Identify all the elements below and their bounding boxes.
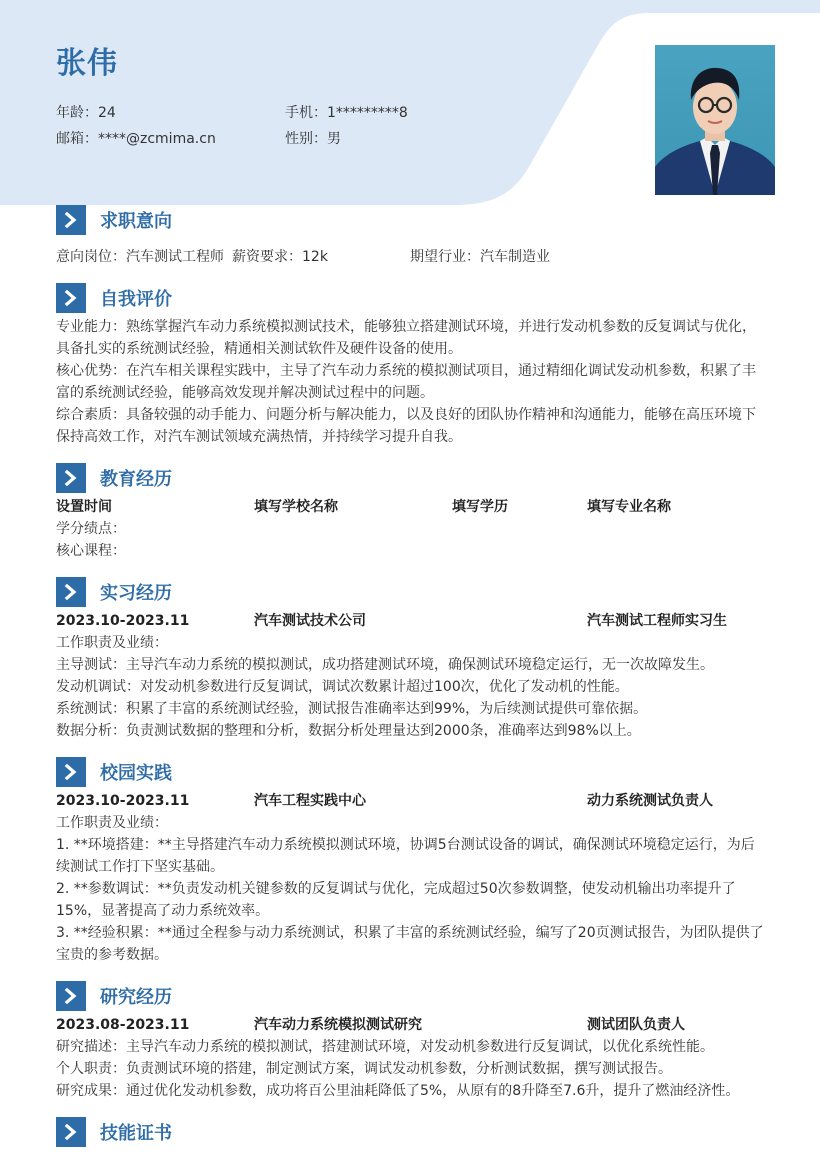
section-research xyxy=(56,981,766,1102)
internship-line: 数据分析：负责测试数据的整理和分析，数据分析处理量达到2000条，准确率达到98%以上。 xyxy=(56,723,641,739)
education-degree: 填写学历 xyxy=(452,499,508,515)
research-line: 研究成果：通过优化发动机参数，成功将百公里油耗降低了5%，从原有的8升降至7.6升，提升了燃油经济性。 xyxy=(56,1083,740,1099)
section-job-intent xyxy=(56,205,766,268)
self-eval-paragraph: 核心优势：在汽车相关课程实践中，主导了汽车动力系统的模拟测试项目，通过精细化调试发动机参数，积累了丰富的系统测试经验，能够高效发现并解决测试过程中的问题。 xyxy=(56,363,756,401)
section-title: 技能证书 xyxy=(100,1123,172,1144)
resume-header xyxy=(0,0,820,205)
internship-company: 汽车测试技术公司 xyxy=(254,613,366,629)
education-school: 填写学校名称 xyxy=(254,499,338,515)
section-title: 求职意向 xyxy=(100,211,172,232)
chevron-right-icon xyxy=(56,577,86,607)
section-title: 自我评价 xyxy=(100,289,172,310)
self-eval-paragraph: 专业能力：熟练掌握汽车动力系统模拟测试技术，能够独立搭建测试环境，并进行发动机参数的反复调试与优化，具备扎实的系统测试经验，精通相关测试软件及硬件设备的使用。 xyxy=(56,319,756,357)
gender-field: 性别：男 xyxy=(285,131,341,147)
campus-line: 1. **环境搭建：**主导搭建汽车动力系统模拟测试环境，协调5台测试设备的调试，确保测试环境稳定运行，为后续测试工作打下坚实基础。 xyxy=(56,837,755,875)
campus-line: 工作职责及业绩： xyxy=(56,815,168,831)
section-title: 研究经历 xyxy=(100,987,172,1008)
intent-industry: 期望行业：汽车制造业 xyxy=(410,249,550,265)
candidate-name: 张伟 xyxy=(56,46,118,81)
education-gpa: 学分绩点： xyxy=(56,521,126,537)
research-time: 2023.08-2023.11 xyxy=(56,1017,190,1033)
internship-line: 主导测试：主导汽车动力系统的模拟测试，成功搭建测试环境，确保测试环境稳定运行，无一次故障发生。 xyxy=(56,657,714,673)
campus-line: 2. **参数调试：**负责发动机关键参数的反复调试与优化，完成超过50次参数调整，使发动机输出功率提升了15%，显著提高了动力系统效率。 xyxy=(56,881,736,919)
education-time: 设置时间 xyxy=(56,499,112,515)
chevron-right-icon xyxy=(56,283,86,313)
education-courses: 核心课程： xyxy=(56,543,126,559)
intent-salary: 薪资要求：12k xyxy=(232,249,328,265)
section-education xyxy=(56,463,766,562)
self-eval-paragraph: 综合素质：具备较强的动手能力、问题分析与解决能力，以及良好的团队协作精神和沟通能力，能够在高压环境下保持高效工作，对汽车测试领域充满热情，并持续学习提升自我。 xyxy=(56,407,756,445)
chevron-right-icon xyxy=(56,205,86,235)
campus-time: 2023.10-2023.11 xyxy=(56,793,190,809)
profile-photo xyxy=(655,45,775,195)
email-field: 邮箱：****@zcmima.cn xyxy=(56,131,216,147)
section-self-evaluation xyxy=(56,283,766,448)
internship-line: 发动机调试：对发动机参数进行反复调试，调试次数累计超过100次，优化了发动机的性能。 xyxy=(56,679,629,695)
internship-line: 系统测试：积累了丰富的系统测试经验，测试报告准确率达到99%，为后续测试提供可靠依据。 xyxy=(56,701,648,717)
chevron-right-icon xyxy=(56,1117,86,1147)
chevron-right-icon xyxy=(56,757,86,787)
chevron-right-icon xyxy=(56,981,86,1011)
section-title: 教育经历 xyxy=(100,469,172,490)
section-title: 实习经历 xyxy=(100,583,172,604)
campus-line: 3. **经验积累：**通过全程参与动力系统测试，积累了丰富的系统测试经验，编写了20页测试报告，为团队提供了宝贵的参考数据。 xyxy=(56,925,764,963)
research-line: 个人职责：负责测试环境的搭建，制定测试方案，调试发动机参数，分析测试数据，撰写测试报告。 xyxy=(56,1061,672,1077)
research-role: 测试团队负责人 xyxy=(587,1017,685,1033)
section-campus-practice xyxy=(56,757,766,966)
intent-position: 意向岗位：汽车测试工程师 xyxy=(56,249,224,265)
campus-role: 动力系统测试负责人 xyxy=(587,793,713,809)
section-skills-certificates xyxy=(56,1117,766,1147)
portrait-icon xyxy=(655,45,775,195)
internship-time: 2023.10-2023.11 xyxy=(56,613,190,629)
research-line: 研究描述：主导汽车动力系统的模拟测试，搭建测试环境，对发动机参数进行反复调试，以优化系统性能。 xyxy=(56,1039,714,1055)
section-title: 校园实践 xyxy=(100,763,172,784)
section-internship xyxy=(56,577,766,742)
research-project: 汽车动力系统模拟测试研究 xyxy=(254,1017,422,1033)
education-major: 填写专业名称 xyxy=(587,499,671,515)
chevron-right-icon xyxy=(56,463,86,493)
internship-role: 汽车测试工程师实习生 xyxy=(587,613,727,629)
age-field: 年龄：24 xyxy=(56,105,116,121)
internship-line: 工作职责及业绩： xyxy=(56,635,168,651)
resume-body xyxy=(56,205,766,1147)
phone-field: 手机：1*********8 xyxy=(285,105,408,121)
campus-org: 汽车工程实践中心 xyxy=(254,793,366,809)
